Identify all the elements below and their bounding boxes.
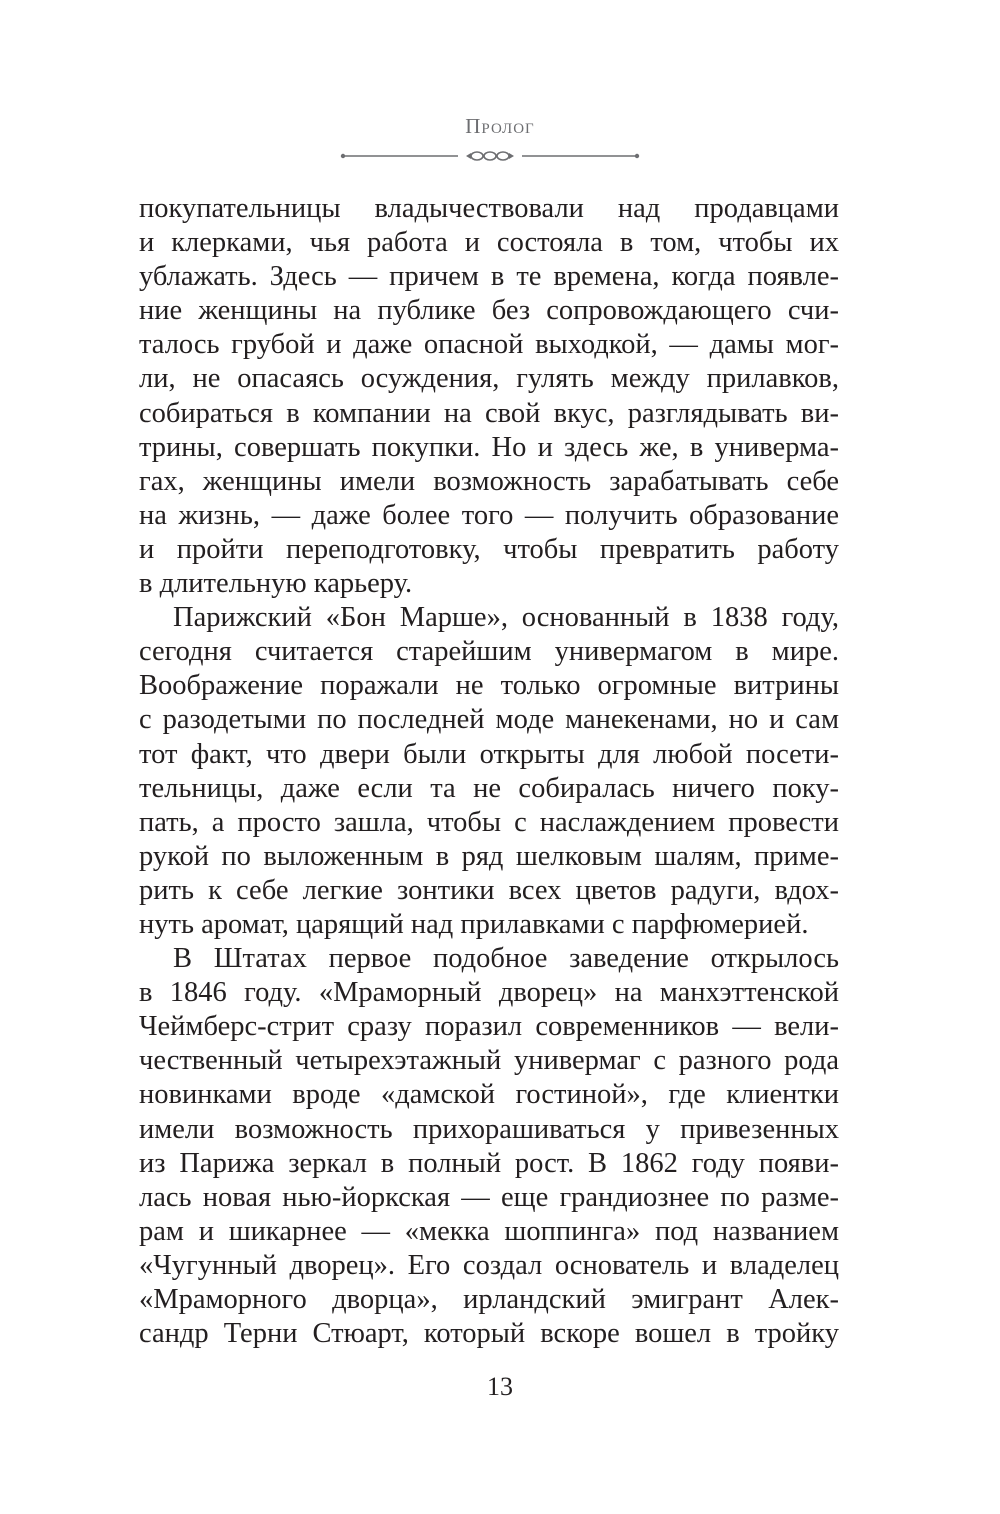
text-line: сегодня считается старейшим универмагом в мире. [139, 636, 839, 668]
text-line: в длительную карьеру. [139, 568, 413, 600]
text-line: талось грубой и даже опасной выходкой, — дамы мог- [139, 329, 839, 361]
text-line: чественный четырехэтажный универмаг с разного рода [139, 1045, 839, 1077]
text-line: лась новая нью-йоркская — еще грандиознее по разме- [139, 1181, 839, 1213]
paragraph-3 [139, 942, 839, 1351]
text-line: гах, женщины имели возможность зарабатывать себе [139, 465, 839, 497]
text-line: рам и шикарнее — «мекка шоппинга» под названием [139, 1215, 839, 1247]
text-line: с разодетыми по последней моде манекенами, но и сам [139, 704, 839, 736]
text-line: нуть аромат, царящий над прилавками с парфюмерией. [139, 908, 809, 940]
running-title: Пролог [465, 114, 535, 138]
text-line: «Мраморного дворца», ирландский эмигрант Алек- [139, 1284, 839, 1315]
text-line: и клерками, чья работа и состояла в том, чтобы их [139, 227, 839, 259]
text-line: «Чугунный дворец». Его создал основатель и владелец [139, 1249, 839, 1281]
running-header [0, 112, 1000, 140]
text-line: на жизнь, — даже более того — получить образование [139, 499, 839, 531]
text-line: ублажать. Здесь — причем в те времена, когда появле- [139, 261, 839, 293]
text-line: из Парижа зеркал в полный рост. В 1862 году появи- [139, 1147, 839, 1179]
text-line: тельницы, даже если та не собиралась ничего поку- [139, 772, 839, 804]
paragraph-2 [139, 601, 839, 942]
ornament-divider-icon [340, 146, 640, 166]
text-line: Парижский «Бон Марше», основанный в 1838 году, [173, 602, 839, 634]
text-line: В Штатах первое подобное заведение открылось [173, 943, 839, 975]
text-line: и пройти переподготовку, чтобы превратить работу [139, 533, 839, 565]
text-line: трины, совершать покупки. Но и здесь же, в универма- [139, 431, 839, 463]
text-line: рукой по выложенным в ряд шелковым шалям, приме- [139, 840, 839, 872]
page-number: 13 [487, 1372, 513, 1401]
text-line: покупательницы владычествовали над продавцами [139, 193, 839, 224]
text-line: рить к себе легкие зонтики всех цветов радуги, вдох- [139, 874, 839, 906]
text-line: тот факт, что двери были открыты для любой посети- [139, 738, 839, 770]
body-text [139, 192, 839, 1351]
text-line: собираться в компании на свой вкус, разглядывать ви- [139, 397, 839, 429]
text-line: имели возможность прихорашиваться у привезенных [139, 1113, 839, 1145]
text-line: ние женщины на публике без сопровождающего счи- [139, 295, 839, 327]
text-line: Чеймберс-стрит сразу поразил современников — вели- [139, 1011, 839, 1043]
text-line: Воображение поражали не только огромные витрины [139, 670, 839, 702]
text-line: пать, а просто зашла, чтобы с наслаждением провести [139, 806, 839, 838]
text-line: новинками вроде «дамской гостиной», где клиентки [139, 1079, 839, 1111]
paragraph-1 [139, 192, 839, 601]
text-line: в 1846 году. «Мраморный дворец» на манхэттенской [139, 977, 839, 1009]
text-line: ли, не опасаясь осуждения, гулять между прилавков, [139, 363, 839, 395]
text-line: сандр Терни Стюарт, который вскоре вошел в тройку [139, 1318, 839, 1350]
